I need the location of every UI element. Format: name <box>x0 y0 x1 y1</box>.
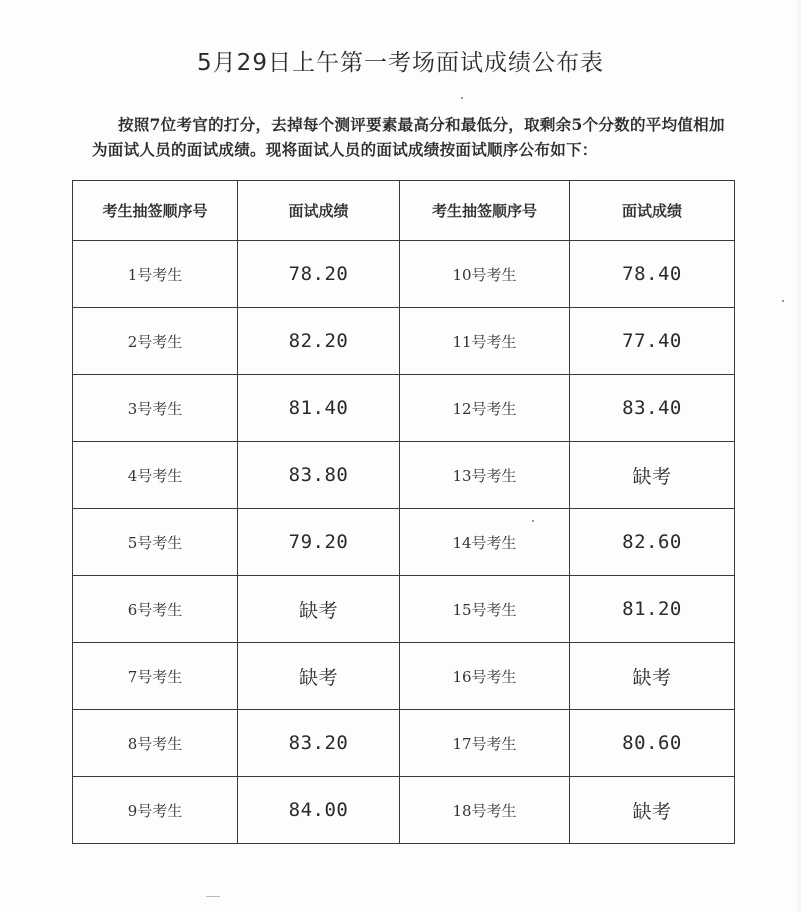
header-candidate-right: 考生抽签顺序号 <box>400 181 570 241</box>
candidate-cell: 4号考生 <box>73 442 238 509</box>
table-row <box>73 509 735 576</box>
table-row <box>73 241 735 308</box>
candidate-cell: 6号考生 <box>73 576 238 643</box>
candidate-cell: 8号考生 <box>73 710 238 777</box>
scan-edge-shadow <box>795 0 801 912</box>
scan-speck <box>461 97 463 99</box>
candidate-cell: 18号考生 <box>400 777 570 844</box>
score-cell: 缺考 <box>570 643 735 710</box>
score-cell: 83.80 <box>238 442 400 509</box>
scan-speck <box>532 520 534 522</box>
candidate-cell: 12号考生 <box>400 375 570 442</box>
score-cell: 79.20 <box>238 509 400 576</box>
table-header-row <box>73 181 735 241</box>
candidate-cell: 7号考生 <box>73 643 238 710</box>
scan-speck <box>782 300 784 302</box>
score-cell: 77.40 <box>570 308 735 375</box>
score-cell: 缺考 <box>570 777 735 844</box>
score-cell: 78.20 <box>238 241 400 308</box>
table-row <box>73 777 735 844</box>
candidate-cell: 15号考生 <box>400 576 570 643</box>
score-cell: 81.40 <box>238 375 400 442</box>
table-row <box>73 576 735 643</box>
intro-paragraph: 按照7位考官的打分，去掉每个测评要素最高分和最低分，取剩余5个分数的平均值相加为面试人员的面试成绩。现将面试人员的面试成绩按面试顺序公布如下： <box>92 115 725 159</box>
candidate-cell: 13号考生 <box>400 442 570 509</box>
scores-table <box>72 180 735 844</box>
candidate-cell: 11号考生 <box>400 308 570 375</box>
candidate-cell: 16号考生 <box>400 643 570 710</box>
score-cell: 83.40 <box>570 375 735 442</box>
score-cell: 84.00 <box>238 777 400 844</box>
table-row <box>73 442 735 509</box>
page-title: 5月29日上午第一考场面试成绩公布表 <box>197 50 604 76</box>
score-cell: 80.60 <box>570 710 735 777</box>
table-row <box>73 710 735 777</box>
candidate-cell: 1号考生 <box>73 241 238 308</box>
table-row <box>73 643 735 710</box>
candidate-cell: 2号考生 <box>73 308 238 375</box>
score-cell: 78.40 <box>570 241 735 308</box>
candidate-cell: 3号考生 <box>73 375 238 442</box>
score-cell: 83.20 <box>238 710 400 777</box>
header-score-left: 面试成绩 <box>238 181 400 241</box>
candidate-cell: 9号考生 <box>73 777 238 844</box>
candidate-cell: 14号考生 <box>400 509 570 576</box>
score-cell: 82.20 <box>238 308 400 375</box>
score-cell: 缺考 <box>238 643 400 710</box>
header-score-right: 面试成绩 <box>570 181 735 241</box>
scan-speck <box>206 896 220 897</box>
candidate-cell: 5号考生 <box>73 509 238 576</box>
score-cell: 82.60 <box>570 509 735 576</box>
candidate-cell: 10号考生 <box>400 241 570 308</box>
candidate-cell: 17号考生 <box>400 710 570 777</box>
table-row <box>73 375 735 442</box>
score-cell: 81.20 <box>570 576 735 643</box>
score-cell: 缺考 <box>238 576 400 643</box>
score-cell: 缺考 <box>570 442 735 509</box>
header-candidate-left: 考生抽签顺序号 <box>73 181 238 241</box>
table-row <box>73 308 735 375</box>
